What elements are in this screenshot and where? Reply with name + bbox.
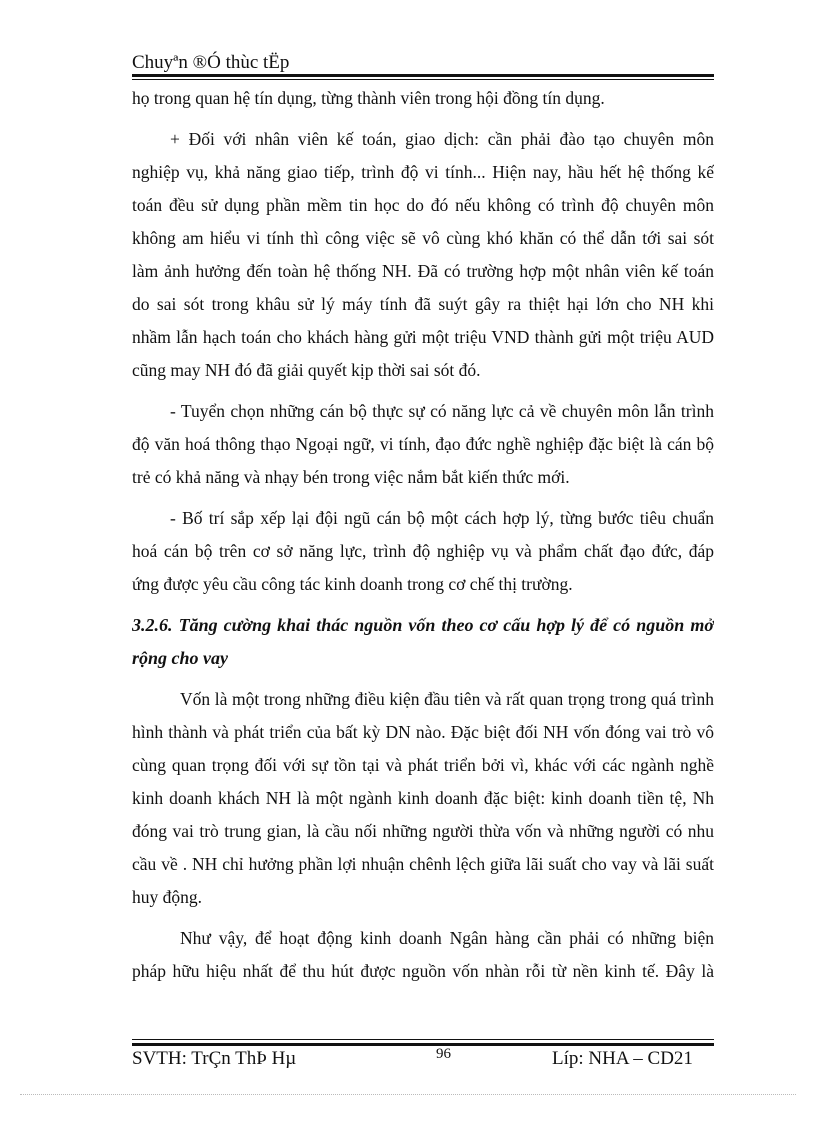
text-line: hình thành và phát triển của bất kỳ DN nào. Đặc biệt đối NH vốn đóng vai trò vô [132, 722, 714, 742]
text-line: ứng được yêu cầu công tác kinh doanh trong cơ chế thị trường. [132, 574, 573, 594]
text-line: do sai sót trong khâu sử lý máy tính đã suýt gây ra thiệt hại lớn cho NH khi [132, 294, 714, 314]
text-line: hoá cán bộ trên cơ sở năng lực, trình độ nghiệp vụ và phẩm chất đạo đức, đáp [132, 541, 714, 561]
text-line: huy động. [132, 887, 202, 907]
paragraph-staff-arrangement [132, 502, 714, 601]
text-line: Vốn là một trong những điều kiện đầu tiên và rất quan trọng trong quá trình [180, 689, 714, 709]
text-line: nhầm lẫn hạch toán cho khách hàng gửi một triệu VND thành gửi một triệu AUD [132, 327, 714, 347]
text-line: Như vậy, để hoạt động kinh doanh Ngân hàng cần phải có những biện [180, 928, 714, 948]
header-rule-thick [132, 74, 714, 77]
text-line: làm ảnh hưởng đến toàn hệ thống NH. Đã có trường hợp một nhân viên kế toán [132, 261, 714, 281]
paragraph-accounting-staff [132, 123, 714, 387]
text-line: toán đều sử dụng phần mềm tin học do đó nếu không có trình độ chuyên môn [132, 195, 714, 215]
paragraph-continuation [132, 82, 714, 115]
footer-rule-thick [132, 1043, 714, 1046]
text-line: đóng vai trò trung gian, là cầu nối những người thừa vốn và những người có nhu [132, 821, 714, 841]
text-line: không am hiểu vi tính thì công việc sẽ vô cùng khó khăn có thể dẫn tới sai sót [132, 228, 714, 248]
footer-rule-thin [132, 1039, 714, 1040]
text-line: trẻ có khả năng và nhạy bén trong việc nắm bắt kiến thức mới. [132, 467, 570, 487]
text-line: cầu về . NH chỉ hưởng phần lợi nhuận chênh lệch giữa lãi suất cho vay và lãi suất [132, 854, 714, 874]
text-line: cũng may NH đó đã giải quyết kịp thời sai sót đó. [132, 360, 481, 380]
text-line: kinh doanh khách NH là một ngành kinh doanh đặc biệt: kinh doanh tiền tệ, Nh [132, 788, 714, 808]
text-line: họ trong quan hệ tín dụng, từng thành viên trong hội đồng tín dụng. [132, 88, 605, 108]
text-line: - Bố trí sắp xếp lại đội ngũ cán bộ một cách hợp lý, từng bước tiêu chuẩn [170, 508, 714, 528]
document-body [132, 82, 714, 988]
heading-line: rộng cho vay [132, 648, 228, 668]
paragraph-recruitment [132, 395, 714, 494]
page-header-title: Chuyªn ®Ó thùc tËp [132, 52, 290, 73]
footer-class: Líp: NHA – CD21 [552, 1048, 693, 1069]
text-line: - Tuyển chọn những cán bộ thực sự có năng lực cả về chuyên môn lẫn trình [170, 401, 714, 421]
text-line: nghiệp vụ, khả năng giao tiếp, trình độ vi tính... Hiện nay, hầu hết hệ thống kế [132, 162, 714, 182]
paragraph-conclusion [132, 922, 714, 988]
text-line: pháp hữu hiệu nhất để thu hút được nguồn vốn nhàn rỗi từ nền kinh tế. Đây là [132, 961, 714, 981]
footer-student-name: SVTH: TrÇn ThÞ Hµ [132, 1048, 297, 1069]
header-rule-thin [132, 79, 714, 80]
text-line: + Đối với nhân viên kế toán, giao dịch: cần phải đào tạo chuyên môn [170, 129, 714, 149]
text-line: độ văn hoá thông thạo Ngoại ngữ, vi tính, đạo đức nghề nghiệp đặc biệt là cán bộ [132, 434, 714, 454]
heading-line: 3.2.6. Tăng cường khai thác nguồn vốn theo cơ cấu hợp lý để có nguồn mở [132, 615, 714, 635]
page-edge-dotted-line [20, 1094, 796, 1095]
section-heading-3-2-6 [132, 609, 714, 675]
paragraph-capital [132, 683, 714, 914]
text-line: cùng quan trọng đối với sự tồn tại và phát triển bởi vì, khác với các ngành nghề [132, 755, 714, 775]
page-number: 96 [436, 1046, 451, 1062]
